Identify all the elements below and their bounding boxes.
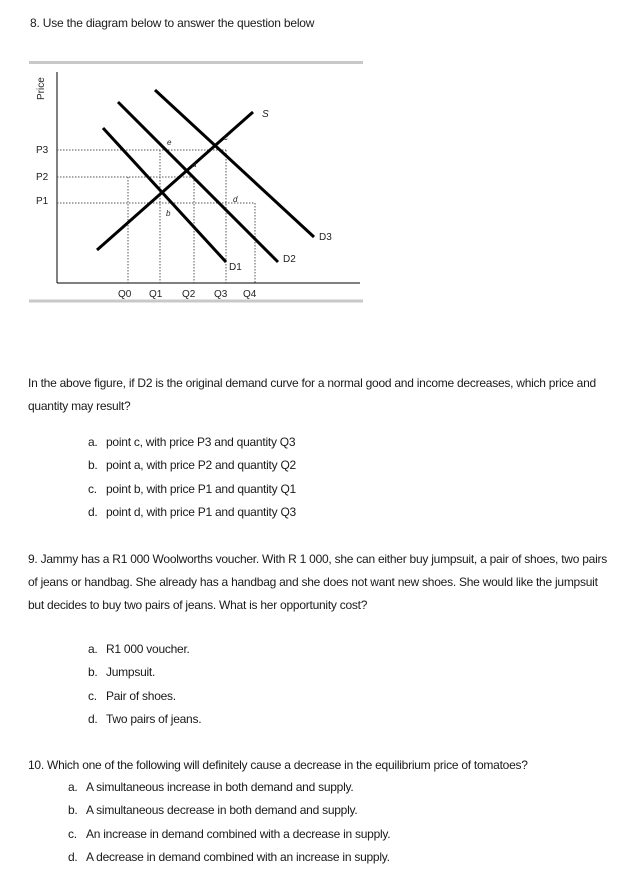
option-text: Two pairs of jeans. [106,711,202,726]
option-letter: a. [68,780,78,794]
y-axis-label: Price [36,77,47,100]
question-8-option-d[interactable] [88,501,296,524]
option-text: point a, with price P2 and quantity Q2 [106,458,296,473]
demand-label-d2: D2 [283,254,296,265]
question-9-options [88,638,201,731]
option-letter: a. [88,435,98,449]
supply-demand-diagram [0,0,621,320]
question-9-text: 9. Jammy has a R1 000 Woolworths voucher. With R 1 000, she can either buy jumpsuit, a pair of shoes, two pairs of jeans or handbag. She already has a handbag and she does not want new shoes. She would like the jumpsuit but decides to buy two pairs of jeans. What is her opportunity cost? [28,552,607,612]
question-10-options [68,776,390,869]
question-9-option-c[interactable] [88,685,201,708]
option-text: Jumpsuit. [106,665,156,680]
supply-label: S [262,109,269,120]
option-text: A simultaneous decrease in both demand and supply. [86,803,358,818]
question-10-option-c[interactable] [68,823,390,846]
question-10-option-d[interactable] [68,846,390,869]
quantity-label-q3: Q3 [214,289,228,300]
option-letter: d. [88,711,98,726]
option-text: point c, with price P3 and quantity Q3 [106,435,296,449]
option-text: R1 000 voucher. [106,642,190,656]
option-text: point d, with price P1 and quantity Q3 [106,504,296,519]
price-label-p3: P3 [36,145,49,156]
question-8-option-c[interactable] [88,478,296,501]
quantity-label-q1: Q1 [149,289,163,300]
question-9-option-a[interactable] [88,638,201,661]
option-letter: c. [68,826,77,841]
point-label-a: a [192,160,197,169]
option-letter: c. [88,688,97,703]
question-8-option-b[interactable] [88,454,296,477]
question-8-text: In the above figure, if D2 is the original demand curve for a normal good and income decreases, which price and quantity may result? [28,376,596,413]
option-text: An increase in demand combined with a decrease in supply. [86,826,391,841]
question-9-option-d[interactable] [88,708,201,731]
price-label-p1: P1 [36,196,49,207]
point-label-d: d [233,195,238,204]
option-letter: b. [88,665,98,680]
supply-curve [97,112,253,250]
option-text: Pair of shoes. [106,688,176,703]
point-label-b: b [166,209,171,218]
question-8-options [88,431,296,524]
quantity-label-q0: Q0 [118,289,132,300]
question-8-title: 8. Use the diagram below to answer the question below [30,16,315,30]
quantity-label-q4: Q4 [243,289,257,300]
demand-label-d1: D1 [229,262,242,273]
demand-label-d3: D3 [319,232,332,243]
question-10-option-b[interactable] [68,799,390,822]
option-text: A decrease in demand combined with an increase in supply. [86,849,390,864]
option-letter: a. [88,642,98,656]
question-10-option-a[interactable] [68,776,390,799]
question-10-text: 10. Which one of the following will definitely cause a decrease in the equilibrium price of tomatoes? [28,758,528,772]
point-label-c: c [224,133,228,142]
option-letter: b. [68,803,78,818]
option-letter: b. [88,458,98,473]
option-letter: d. [88,504,98,519]
question-9-option-b[interactable] [88,661,201,684]
quantity-label-q2: Q2 [182,289,196,300]
option-text: point b, with price P1 and quantity Q1 [106,481,296,496]
option-letter: d. [68,849,78,864]
price-label-p2: P2 [36,172,49,183]
question-8-option-a[interactable] [88,431,296,454]
option-text: A simultaneous increase in both demand and supply. [86,780,354,794]
point-label-e: e [167,138,172,147]
option-letter: c. [88,481,97,496]
